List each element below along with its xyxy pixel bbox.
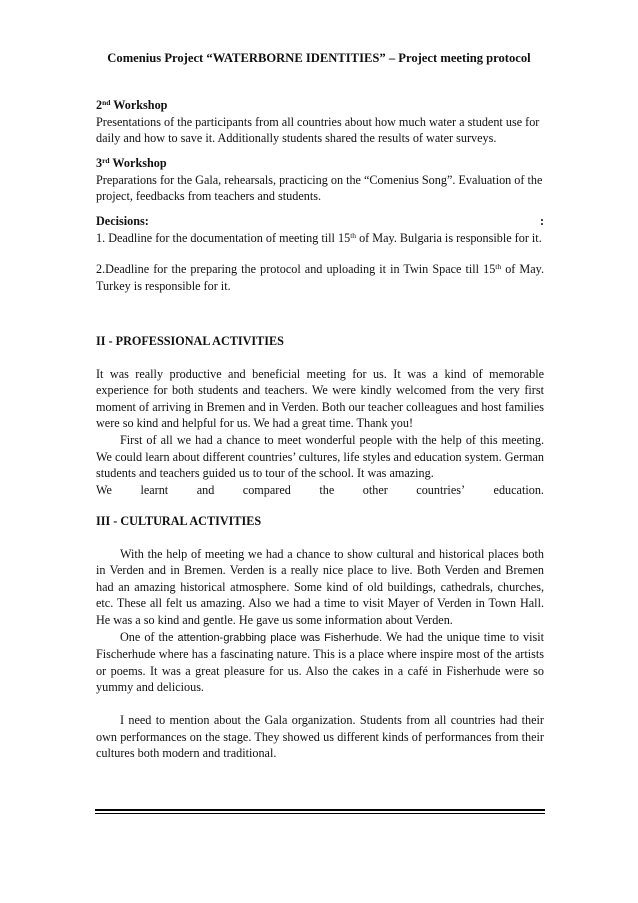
workshop-3-section xyxy=(96,155,544,205)
cultural-paragraph-2-end: We had the unique time to visit Fischerhude where has a fascinating nature. This is a place where inspire most of the artists or poems. It was a great pleasure for us. Also the cakes in a café in Fisherhude were so yummy and delicious. xyxy=(96,629,544,695)
decisions-section xyxy=(96,213,544,294)
workshop-2-section xyxy=(96,97,544,147)
decision-1 xyxy=(96,230,544,247)
workshop-3-title: Workshop xyxy=(109,156,167,170)
decisions-heading xyxy=(96,213,544,230)
word: learnt xyxy=(140,482,169,497)
workshop-2-heading xyxy=(96,97,544,114)
word: We xyxy=(96,482,112,497)
professional-section xyxy=(96,333,544,498)
decisions-title: Decisions: xyxy=(96,214,149,228)
cultural-section xyxy=(96,513,544,762)
footer-rule-thick xyxy=(95,809,545,811)
professional-paragraph-2-last-line xyxy=(96,482,544,499)
workshop-2-text: Presentations of the participants from all countries about how much water a student use for daily and how to save it. Additionally students shared the results of water surveys. xyxy=(96,114,540,146)
footer-rule-thin xyxy=(95,813,545,814)
cultural-paragraph-2-sans-fragment: attention-grabbing place was Fisherhude. xyxy=(177,631,383,644)
word: countries’ xyxy=(416,482,466,497)
professional-paragraph-1: It was really productive and beneficial meeting for us. It was a kind of memorable experience for both students and teachers. We were kindly welcomed from the very first moment of arriving in Bremen and in Verden. Both our teacher colleagues and host families were so kind and helpful for us. We had a great time. Thank you! xyxy=(96,366,544,431)
word: and xyxy=(196,482,215,497)
professional-paragraph-2: First of all we had a chance to meet wonderful people with the help of this meeting. We could learn about different countries’ cultures, life styles and education system. German students and teachers guided us to tour of the school. It was amazing. xyxy=(96,432,544,481)
decisions-colon: : xyxy=(539,214,544,228)
word: education. xyxy=(493,482,544,497)
decision-1-text: 1. Deadline for the documentation of meeting till 15 xyxy=(96,230,351,245)
workshop-3-heading xyxy=(96,155,544,172)
word: other xyxy=(362,482,388,497)
decision-1-text-end: of May. Bulgaria is responsible for it. xyxy=(356,230,542,245)
decision-2-ordinal: th xyxy=(495,262,502,272)
header-title: Comenius Project “WATERBORNE IDENTITIES” – Project meeting protocol xyxy=(107,51,531,65)
word: the xyxy=(319,482,335,497)
decision-2 xyxy=(96,261,544,294)
cultural-paragraph-1: With the help of meeting we had a chance to show cultural and historical places both in Verden and in Bremen. Verden is a really nice place to live. Both Verden and Bremen had an amazing historical atmosphere. Some kind of old buildings, cathedrals, churches, etc. These all felt us amazing. Also we had a time to visit Mayer of Verden in Town Hall. He was a so kind and gentle. He gave us some information about Verden. xyxy=(96,546,544,627)
cultural-paragraph-2-start: One of the xyxy=(120,629,178,644)
cultural-paragraph-3: I need to mention about the Gala organization. Students from all countries had their own performances on the stage. They showed us different kinds of performances from their cultures both modern and traditional. xyxy=(96,712,544,761)
decision-1-ordinal: th xyxy=(350,230,357,240)
workshop-3-text: Preparations for the Gala, rehearsals, practicing on the “Comenius Song”. Evaluation of the project, feedbacks from teachers and students. xyxy=(96,172,543,204)
page-header xyxy=(0,50,638,67)
workshop-2-number: 2 xyxy=(96,98,103,112)
workshop-2-ordinal: nd xyxy=(102,98,111,107)
workshop-2-title: Workshop xyxy=(110,98,168,112)
workshop-3-number: 3 xyxy=(96,156,103,170)
workshop-3-ordinal: rd xyxy=(102,156,110,165)
professional-heading: II - PROFESSIONAL ACTIVITIES xyxy=(96,334,284,348)
word: compared xyxy=(242,482,291,497)
decision-2-text-end: of May. Turkey is responsible for it. xyxy=(96,262,545,293)
decision-2-text: 2.Deadline for the preparing the protocol and uploading it in Twin Space till 15 xyxy=(96,262,496,277)
cultural-heading: III - CULTURAL ACTIVITIES xyxy=(96,514,262,528)
cultural-paragraph-2 xyxy=(96,629,544,696)
